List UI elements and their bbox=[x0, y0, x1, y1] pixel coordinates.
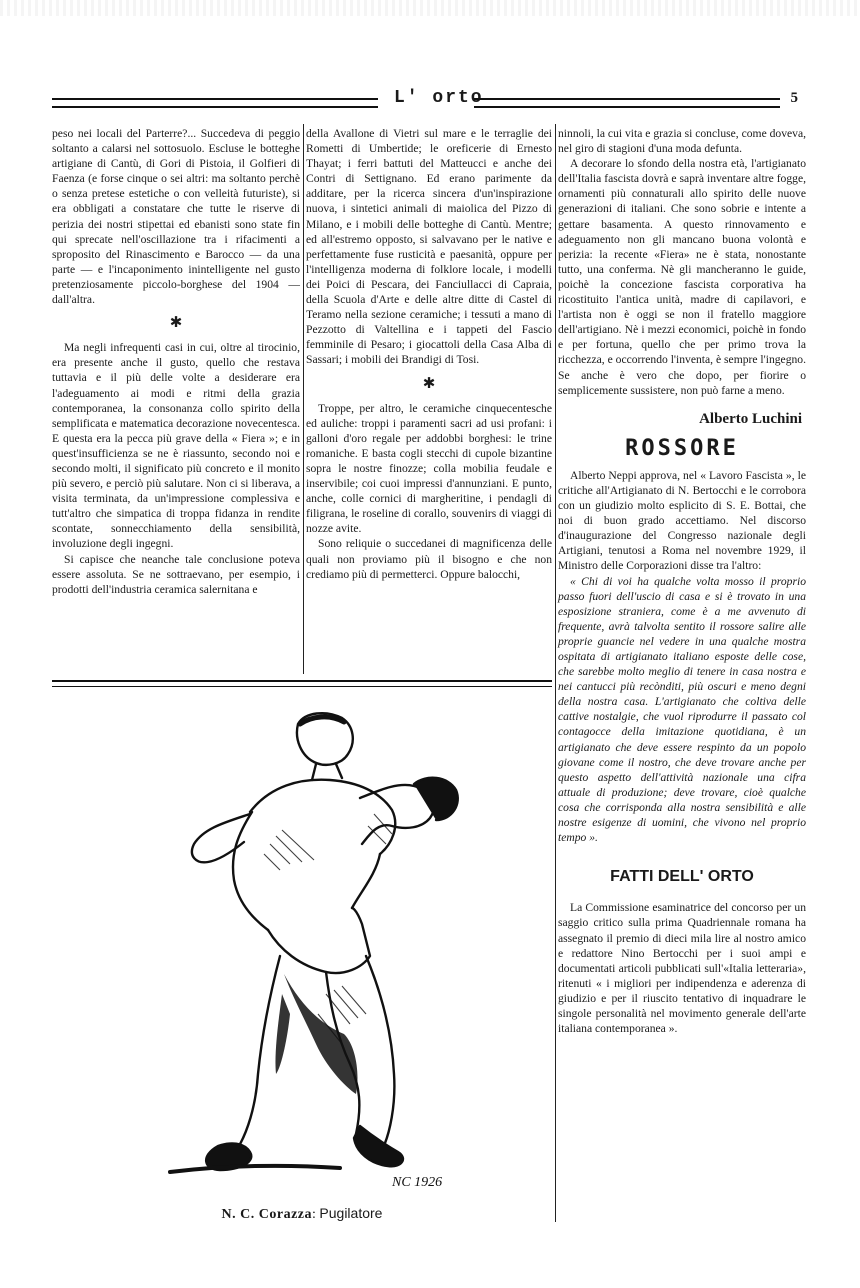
header-rule-right bbox=[474, 98, 780, 108]
page-number: 5 bbox=[790, 90, 798, 106]
article-column-3 bbox=[558, 126, 806, 1036]
article-paragraph: A decorare lo sfondo della nostra età, l'artigianato dell'Italia fascista dovrà e saprà inventare altre fogge, ornamenti più connaturali allo spirito delle nuove generazioni di italiani. Che sono sobrie e intente a gettare basamenta. A questo rinnovamento e adeguamento non gli mancano buona volontà e perizia: la recente «Fiera» ne è stata, nonostante tutto, una conferma. Nè gli mancheranno le guide, poichè la concezione fascista corporativa ha ricostituito l'antica unità, madre di capilavori, e l'artista non è oggi se non il fratello maggiore dell'artigiano. Nè i mezzi economici, poichè in fondo e per fortuna, quello che per primo trova la ricchezza, e occorrendo l'inventa, è sempre l'ingegno. Se anche è vero che dopo, per fiorire o semplicemente sussistere, non può farne a meno. bbox=[558, 157, 806, 397]
illustration-caption bbox=[52, 1205, 552, 1223]
author-signature: Alberto Luchini bbox=[699, 410, 802, 427]
article-paragraph: della Avallone di Vietri sul mare e le terraglie dei Rometti di Umbertide; le oreficerie di Ernesto Thayat; i ferri battuti del Matteucci e anche dei Contri di Settignano. Ed erano parimente da additare, per la ricerca sincera d'un'inspirazione nuova, i sintetici animali di maiolica del Pizzo di Milano, e i mobili delle botteghe di Cantù. Mentre; ed all'estremo opposto, si salvavano per le native e perfettamente fuse rusticità e paesanità, oppure per l'intelligenza moderna di folklore locale, i modelli dei Poici di Pescara, dei Fanciullacci di Capraia, della Scuola d'Arte e delle altre ditte di Castel di Teramo nella sezione ceramiche; i tessuti a mano di Pezzotto di Valtellina e i tappeti del Fascio femminile di Pesaro; i giocattoli della Casa Alba di Sassari; i mobili dei Brandigi di Tosi. bbox=[306, 127, 552, 367]
article-paragraph: Si capisce che neanche tale conclusione poteva essere assoluta. Se ne sottraevano, per esempio, i prodotti dell'industria ceramica salernitana e bbox=[52, 552, 300, 596]
article-paragraph: ninnoli, la cui vita e grazia si concluse, come doveva, nel giro di stagioni d'una moda defunta. bbox=[558, 127, 806, 156]
column-rule-1 bbox=[303, 124, 304, 674]
header-rule-left bbox=[52, 98, 378, 108]
column-rule-2 bbox=[555, 124, 556, 1222]
article-paragraph: Ma negli infrequenti casi in cui, oltre al tirocinio, era presente anche il gusto, quello che restava tuttavia e il più delle volte a desiderare era l'adeguamento ai modi e ritmi della grazia contemporanea, la consonanza collo spirito della semplificata e matematica decorazione novecentesca. E questa era la pecca più grave della « Fiera »; e in quest'insufficienza se ne è riassunto, secondo noi e secondo molti, il significato più concreto e il monito più severo, e perciò più salutare. Non ci si liberava, a visita terminata, da un'impressione complessiva e tutt'altro che simpatica di troppa fidanza in rendite scontate, sonnecchiamento della sensibilità, involuzione degli ingegni. bbox=[52, 341, 300, 551]
section-star: ✱ bbox=[422, 375, 436, 392]
section-title-fatti: FATTI DELL' ORTO bbox=[610, 868, 754, 886]
illustration-top-rule bbox=[52, 680, 552, 687]
article-paragraph: Alberto Neppi approva, nel « Lavoro Fascista », le critiche all'Artigianato di N. Bertocchi e le corrobora con un giudizio molto esplicito di S. E. Bottai, che noi di buon grado accettiamo. Nel discorso d'inaugurazione del Congresso nazionale degli Artigiani, tenutosi a Roma nel novembre 1929, il Ministro delle Corporazioni disse tra l'altro: bbox=[558, 468, 806, 573]
caption-separator: : bbox=[312, 1207, 316, 1222]
article-column-1 bbox=[52, 126, 300, 597]
scan-edge-texture bbox=[0, 0, 860, 16]
illustration-signature: NC 1926 bbox=[392, 1175, 443, 1190]
article-paragraph: Sono reliquie o succedanei di magnificenza delle quali non proviamo più il bisogno e che non crediamo più di permetterci. Oppure balocchi, bbox=[306, 537, 552, 581]
boxer-illustration bbox=[130, 694, 490, 1199]
section-star: ✱ bbox=[169, 315, 183, 332]
article-paragraph: Troppe, per altro, le ceramiche cinquecentesche ed auliche: troppi i paramenti sacri ad usi profani: i galloni d'oro regale per addobbi borghesi: le trine romaniche. E basta cogli stecchi di cupole bizantine sopra le nostre finozze; colla mobilia feudale e inservibile; coi cuoi impressi d'annunziani. E punto, anche, colle cornici di margheritine, i pendagli di filigrana, le roseline di corallo, souvenirs di viaggi di nozze avite. bbox=[306, 401, 552, 536]
header-title: L' orto bbox=[394, 88, 484, 108]
caption-author: N. C. Corazza bbox=[221, 1207, 313, 1222]
article-column-2 bbox=[306, 126, 552, 582]
quoted-speech: « Chi di voi ha qualche volta mosso il proprio passo fuori dell'uscio di casa e si è trovato in una esposizione straniera, come è a me avvenuto di frequente, avrà talvolta sentito il rossore salire alle proprie guancie nel vedere in una qualche mostra ospitata di artigianato italiano esposte delle cose, che sarebbe molto meglio di tenere in casa nostra e nei cantucci più recònditi, più oscuri e meno degni della nostra casa. L'artigianato che coltiva delle cattive nostalgie, che vuol riprodurre il passato col contagocce della imitazione quotidiana, è un artigianato che deve essere respinto da un popolo giovane come il nostro, che deve trovare anche per questo aspetto dell'attività nazionale una cifra attuale di produzione; deve trovare, cioè qualche cosa che corrisponda alla nostra sensibilità e alle nostre esigenze di uomini, che vivono nel proprio tempo ». bbox=[558, 574, 806, 845]
article-paragraph: peso nei locali del Parterre?... Succedeva di peggio soltanto a calarsi nel sottosuolo. Escluse le botteghe artigiane di Cantù, di Gori di Pistoia, il Golfieri di Faenza (e forse cinque o sei altri: ma soltanto perchè o senza pretese estetiche o con velleità futuriste), si era obbligati a constatare che tutte le riserve di perizia dei nostri stipettai ed ebanisti sono state fin qui sprecate nell'oscillazione tra i rifacimenti a sproposito del Rinascimento e Barocco — da una parte — e l'incaponimento inintelligente nel gusto pretenziosamente piccolo-borghese del 1904 — dall'altra. bbox=[52, 127, 300, 307]
section-title-rossore: ROSSORE bbox=[625, 435, 739, 461]
article-paragraph: La Commissione esaminatrice del concorso per un saggio critico sulla prima Quadriennale romana ha assegnato il premio di dieci mila lire al nostro amico e redattore Nino Bertocchi per i suoi ampi e documentati articoli pubblicati sull'«Italia letteraria», ritenuti « i migliori per indipendenza e aderenza di giudizio e per il riuscito tentativo di inquadrare le singole personalità nel movimento generale dell'arte italiana contemporanea ». bbox=[558, 901, 806, 1036]
caption-title: Pugilatore bbox=[319, 1205, 383, 1221]
